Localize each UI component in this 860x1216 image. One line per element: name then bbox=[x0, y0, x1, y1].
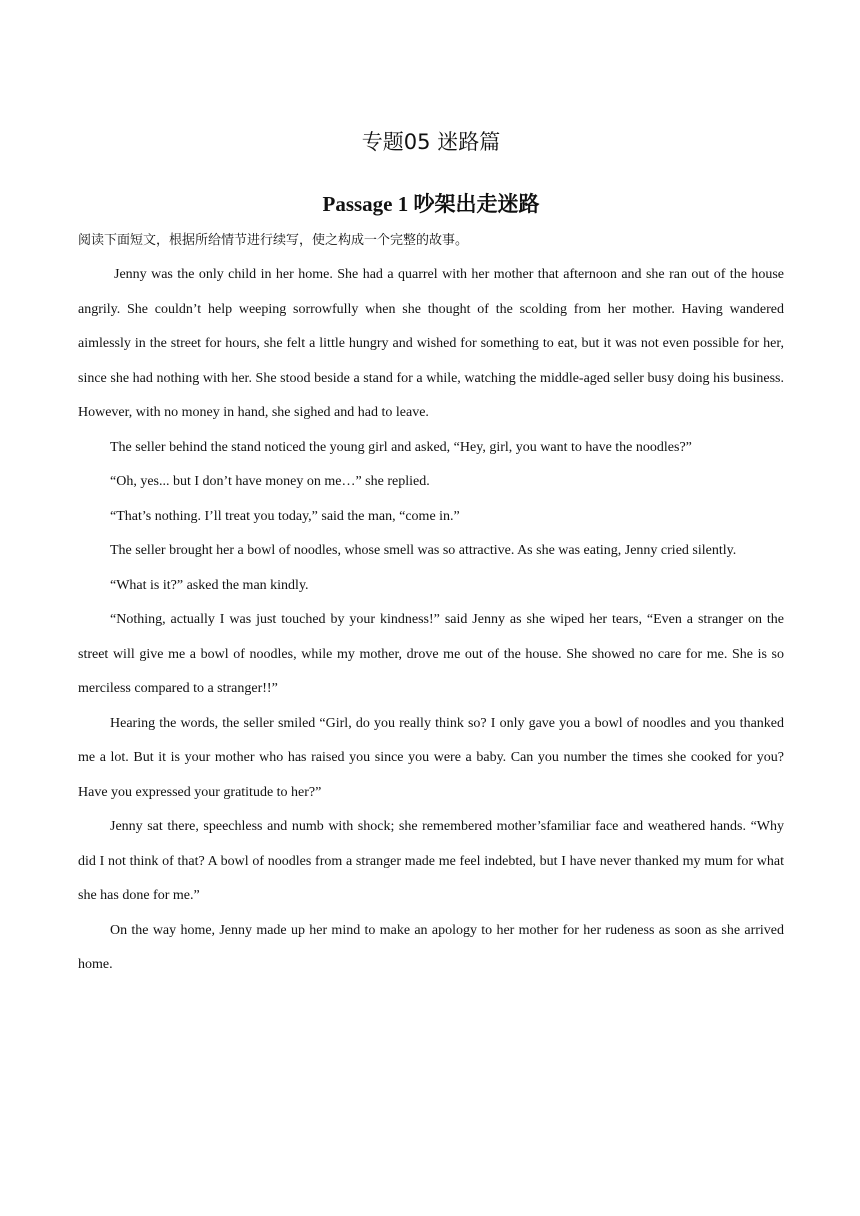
paragraph-9: Jenny sat there, speechless and numb with shock; she remembered mother’sfamiliar face and weathered hands. “Why did I not think of that? A bowl of noodles from a stranger made me feel indebted, but I have never thanked my mum for what she has done for me.” bbox=[78, 819, 784, 903]
paragraph-8: Hearing the words, the seller smiled “Girl, do you really think so? I only gave you a bowl of noodles and you thanked me a lot. But it is your mother who has raised you since you were a baby. Can you number the times she cooked for you? Have you expressed your gratitude to her?” bbox=[78, 715, 784, 800]
paragraph-6: “What is it?” asked the man kindly. bbox=[110, 577, 309, 593]
paragraph-7: “Nothing, actually I was just touched by your kindness!” said Jenny as she wiped her tears, “Even a stranger on the street will give me a bowl of noodles, while my mother, drove me out of the house. She showed no care for me. She is so merciless compared to a stranger!!” bbox=[78, 612, 784, 696]
paragraph-1: Jenny was the only child in her home. She had a quarrel with her mother that afternoon and she ran out of the house angrily. She couldn’t help weeping sorrowfully when she thought of the scolding from her mother. Having wandered aimlessly in the street for hours, she felt a little hungry and wished for something to eat, but it was not even possible for her, since she had nothing with her. She stood beside a stand for a while, watching the middle-aged seller busy doing his business. However, with no money in hand, she sighed and had to leave. bbox=[78, 267, 784, 420]
document-body bbox=[78, 124, 784, 983]
paragraph-4: “That’s nothing. I’ll treat you today,” said the man, “come in.” bbox=[110, 508, 460, 524]
passage-title: Passage 1 吵架出走迷路 bbox=[322, 192, 540, 216]
paragraph-5: The seller brought her a bowl of noodles, whose smell was so attractive. As she was eating, Jenny cried silently. bbox=[110, 543, 737, 558]
paragraph-10: On the way home, Jenny made up her mind to make an apology to her mother for her rudeness as soon as she arrived home. bbox=[78, 922, 784, 972]
page-title: 专题05 迷路篇 bbox=[361, 130, 501, 154]
paragraph-2: The seller behind the stand noticed the young girl and asked, “Hey, girl, you want to have the noodles?” bbox=[110, 439, 692, 455]
instruction-text: 阅读下面短文，根据所给情节进行续写，使之构成一个完整的故事。 bbox=[78, 233, 469, 248]
paragraph-3: “Oh, yes... but I don’t have money on me…” she replied. bbox=[110, 474, 430, 489]
